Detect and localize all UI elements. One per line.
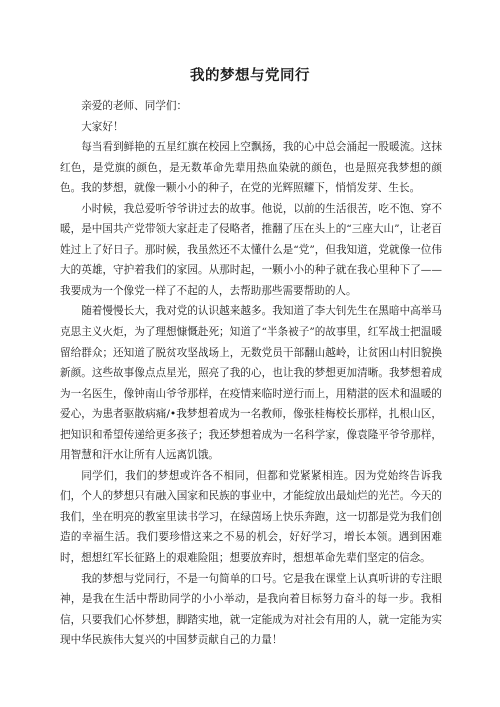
paragraph: 我的梦想与党同行，不是一句简单的口号。它是我在课堂上认真听讲的专注眼神，是我在生活中帮助同学的小小举动，是我向着目标努力奋斗的每一步。我相信，只要我们心怀梦想，脚踏实地，就一定能成为对社会有用的人，就一定能为实现中华民族伟大复兴的中国梦贡献自己的力量！ (60, 572, 442, 647)
paragraph: 每当看到鲜艳的五星红旗在校园上空飘扬，我的心中总会涌起一股暖流。这抹红色，是党旗的颜色，是无数革命先辈用热血染就的颜色，也是照亮我梦想的颜色。我的梦想，就像一颗小小的种子，在党的光辉照耀下，悄悄发芽、生长。 (60, 141, 442, 195)
document-title: 我的梦想与党同行 (190, 68, 310, 84)
paragraph: 同学们，我们的梦想或许各不相同，但都和党紧紧相连。因为党始终告诉我们，个人的梦想只有融入国家和民族的事业中，才能绽放出最灿烂的光芒。今天的我们，坐在明亮的教室里读书学习，在绿茵场上快乐奔跑，这一切都是党为我们创造的幸福生活。我们要珍惜这来之不易的机会，好好学习，增长本领。遇到困难时，想想红军长征路上的艰难险阻；想要放弃时，想想革命先辈们坚定的信念。 (60, 469, 442, 565)
document-body (60, 96, 442, 651)
paragraph: 随着慢慢长大，我对党的认识越来越多。我知道了李大钊先生在黑暗中高举马克思主义火炬，为了理想慷慨赴死；知道了“半条被子”的故事里，红军战士把温暖留给群众；还知道了脱贫攻坚战场上，无数党员干部翻山越岭，让贫困山村旧貌换新颜。这些故事像点点星光，照亮了我的心，也让我的梦想更加清晰。我梦想着成为一名医生，像钟南山爷爷那样，在疫情来临时逆行而上，用精湛的医术和温暖的爱心，为患者驱散病痛/•我梦想着成为一名教师，像张桂梅校长那样，扎根山区，把知识和希望传递给更多孩子；我还梦想着成为一名科学家，像袁隆平爷爷那样，用智慧和汗水让所有人远离饥饿。 (60, 305, 442, 462)
paragraph: 小时候，我总爱听爷爷讲过去的故事。他说，以前的生活很苦，吃不饱、穿不暖，是中国共产党带领大家赶走了侵略者，推翻了压在头上的“三座大山”，让老百姓过上了好日子。那时候，我虽然还不太懂什么是“党”，但我知道，党就像一位伟大的英雄，守护着我们的家园。从那时起，一颗小小的种子就在我心里种下了——我要成为一个像党一样了不起的人，去帮助那些需要帮助的人。 (60, 202, 442, 297)
greeting-line: 亲爱的老师、同学们： (81, 100, 188, 112)
salutation-line: 大家好！ (81, 120, 124, 133)
